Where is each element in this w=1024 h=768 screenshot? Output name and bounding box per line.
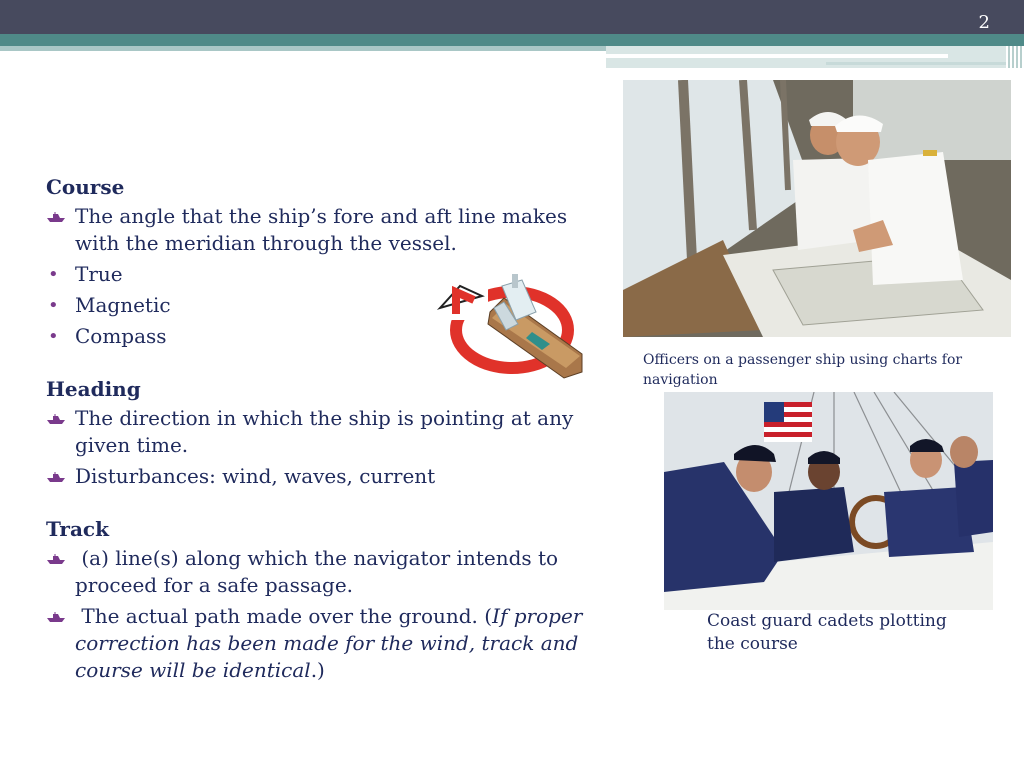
bullet-dot-icon: • (48, 295, 59, 316)
list-item-italic-text: If proper correction has been made for the wind, track and course will be identical (75, 604, 583, 682)
list-item-text: The direction in which the ship is pointing at any given time. (75, 406, 574, 457)
list-item (46, 203, 616, 257)
list-item (46, 545, 616, 599)
header-decoration-stripes (1006, 46, 1024, 68)
section-heading-track: Track (46, 517, 109, 541)
officers-bridge-photo (623, 80, 1011, 337)
list-item (46, 603, 616, 684)
list-item-text: (a) line(s) along which the navigator intends to proceed for a safe passage. (75, 546, 565, 597)
ship-bullet-icon (46, 554, 66, 566)
list-item-text: True (75, 262, 123, 286)
header-decoration-line (826, 62, 1024, 65)
bullet-dot-icon: • (48, 264, 59, 285)
header-bar (0, 0, 1024, 34)
cadets-plotting-photo (664, 392, 993, 610)
slide-body (46, 172, 616, 688)
list-item-text: The angle that the ship’s fore and aft line makes with the meridian through the vessel. (75, 204, 568, 255)
header-decoration-line (606, 54, 948, 58)
list-item-text: Compass (75, 324, 167, 348)
list-item-text: Magnetic (75, 293, 171, 317)
header-accent-bar (0, 34, 1024, 46)
section-heading-course: Course (46, 175, 125, 199)
list-item-text: Disturbances: wind, waves, current (75, 464, 436, 488)
ship-bullet-icon (46, 414, 66, 426)
slide-number: 2 (978, 12, 990, 33)
ship-bullet-icon (46, 472, 66, 484)
ship-course-illustration (432, 272, 600, 384)
bullet-dot-icon: • (48, 326, 59, 347)
list-item-text-end: .) (310, 658, 325, 682)
section-heading-heading: Heading (46, 377, 141, 401)
photo-caption-officers: Officers on a passenger ship using charts for navigation (643, 352, 963, 388)
list-item (46, 463, 616, 490)
photo-caption-cadets: Coast guard cadets plotting the course (707, 611, 947, 654)
list-item (46, 405, 616, 459)
ship-bullet-icon (46, 212, 66, 224)
list-item-text: The actual path made over the ground. ( (75, 604, 493, 628)
ship-bullet-icon (46, 612, 66, 624)
